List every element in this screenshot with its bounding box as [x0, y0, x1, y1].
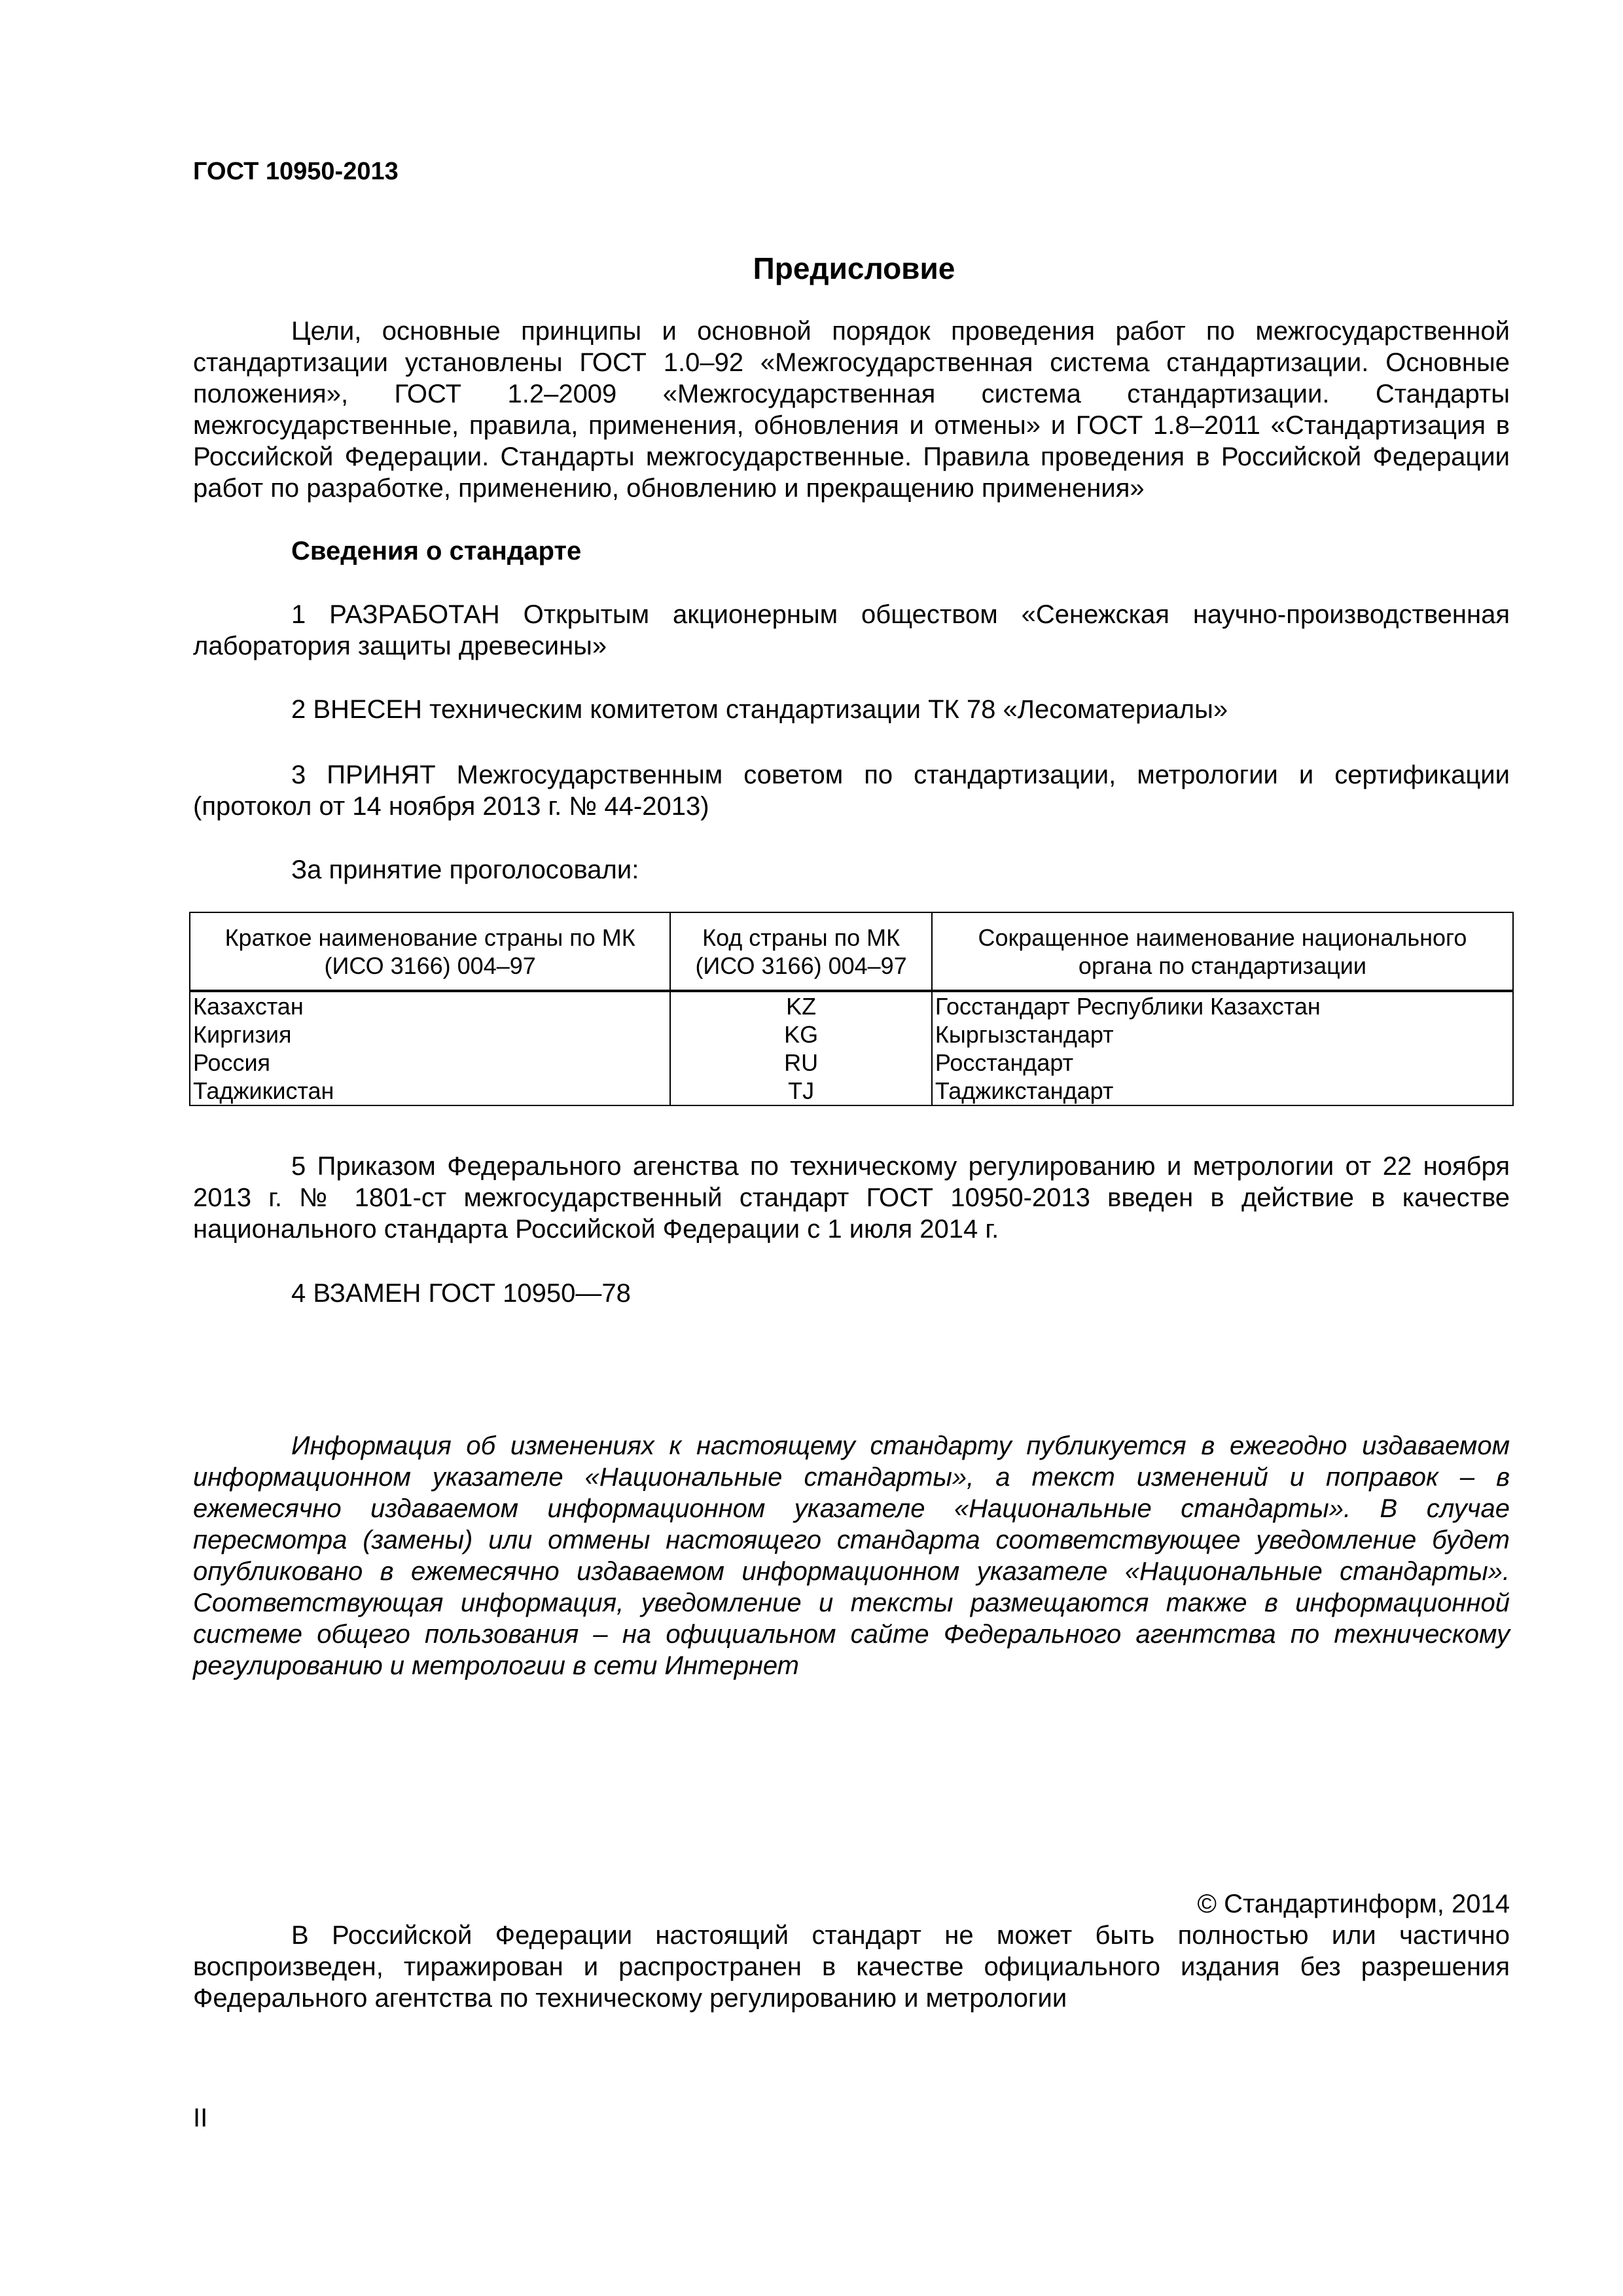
table-cell-code: RU — [670, 1049, 932, 1077]
voted-label: За принятие проголосовали: — [291, 855, 639, 884]
table-row — [190, 1077, 1513, 1105]
item-adopted-by: 3 ПРИНЯТ Межгосударственным советом по стандартизации, метрологии и сертификации (протокол от 14 ноября 2013 г. № 44-2013) — [193, 761, 1510, 821]
table-cell-agency: Госстандарт Республики Казахстан — [932, 991, 1513, 1020]
item-submitted-by: 2 ВНЕСЕН техническим комитетом стандартизации ТК 78 «Лесоматериалы» — [291, 695, 1228, 724]
page-title: Предисловие — [753, 251, 955, 285]
table-cell-country: Таджикистан — [190, 1077, 670, 1105]
table-header-row — [190, 912, 1513, 991]
table-row — [190, 1049, 1513, 1077]
changes-info-paragraph: Информация об изменениях к настоящему стандарту публикуется в ежегодно издаваемом информационном указателе «Национальные стандарты», а текст изменений и поправок – в ежемесячно издаваемом информационном указателе «Национальные стандарты». В случае пересмотра (замены) или отмены настоящего стандарта соответствующее уведомление будет опубликовано в ежемесячно издаваемом информационном указателе «Национальные стандарты». Соответствующая информация, уведомление и тексты размещаются также в информационной системе общего пользования – на официальном сайте Федерального агентства по техническому регулированию и метрологии в сети Интернет — [193, 1431, 1510, 1680]
item-replaces: 4 ВЗАМЕН ГОСТ 10950—78 — [291, 1279, 631, 1308]
document-code-header: ГОСТ 10950-2013 — [193, 158, 399, 185]
item-developed-by: 1 РАЗРАБОТАН Открытым акционерным обществом «Сенежская научно-производственная лаборатория защиты древесины» — [193, 600, 1510, 660]
table-cell-country: Киргизия — [190, 1020, 670, 1049]
item-order: 5 Приказом Федерального агенства по техническому регулированию и метрологии от 22 ноября 2013 г. № 1801-ст межгосударственный стандарт ГОСТ 10950-2013 введен в действие в качестве национального стандарта Российской Федерации с 1 июля 2014 г. — [193, 1152, 1510, 1244]
table-header-agency: Сокращенное наименование национального органа по стандартизации — [932, 912, 1513, 991]
page-number: II — [193, 2104, 208, 2132]
table-row — [190, 1020, 1513, 1049]
table-cell-agency: Росстандарт — [932, 1049, 1513, 1077]
table-cell-code: TJ — [670, 1077, 932, 1105]
table-cell-code: KZ — [670, 991, 932, 1020]
table-header-code: Код страны по МК (ИСО 3166) 004–97 — [670, 912, 932, 991]
table-cell-agency: Кыргызстандарт — [932, 1020, 1513, 1049]
table-cell-country: Россия — [190, 1049, 670, 1077]
voting-countries-table — [189, 912, 1514, 1106]
table-cell-country: Казахстан — [190, 991, 670, 1020]
table-header-country: Краткое наименование страны по МК (ИСО 3166) 004–97 — [190, 912, 670, 991]
table-cell-code: KG — [670, 1020, 932, 1049]
rights-paragraph: В Российской Федерации настоящий стандарт не может быть полностью или частично воспроизведен, тиражирован и распространен в качестве официального издания без разрешения Федерального агентства по техническому регулированию и метрологии — [193, 1921, 1510, 2013]
preface-paragraph: Цели, основные принципы и основной порядок проведения работ по межгосударственной стандартизации установлены ГОСТ 1.0–92 «Межгосударственная система стандартизации. Основные положения», ГОСТ 1.2–2009 «Межгосударственная система стандартизации. Стандарты межгосударственные, правила, применения, обновления и отмены» и ГОСТ 1.8–2011 «Стандартизация в Российской Федерации. Стандарты межгосударственные. Правила проведения в Российской Федерации работ по разработке, применению, обновлению и прекращению применения» — [193, 317, 1510, 503]
section-heading: Сведения о стандарте — [291, 537, 582, 565]
table-cell-agency: Таджикстандарт — [932, 1077, 1513, 1105]
copyright-notice: © Стандартинформ, 2014 — [1197, 1890, 1510, 1918]
table-row — [190, 991, 1513, 1020]
